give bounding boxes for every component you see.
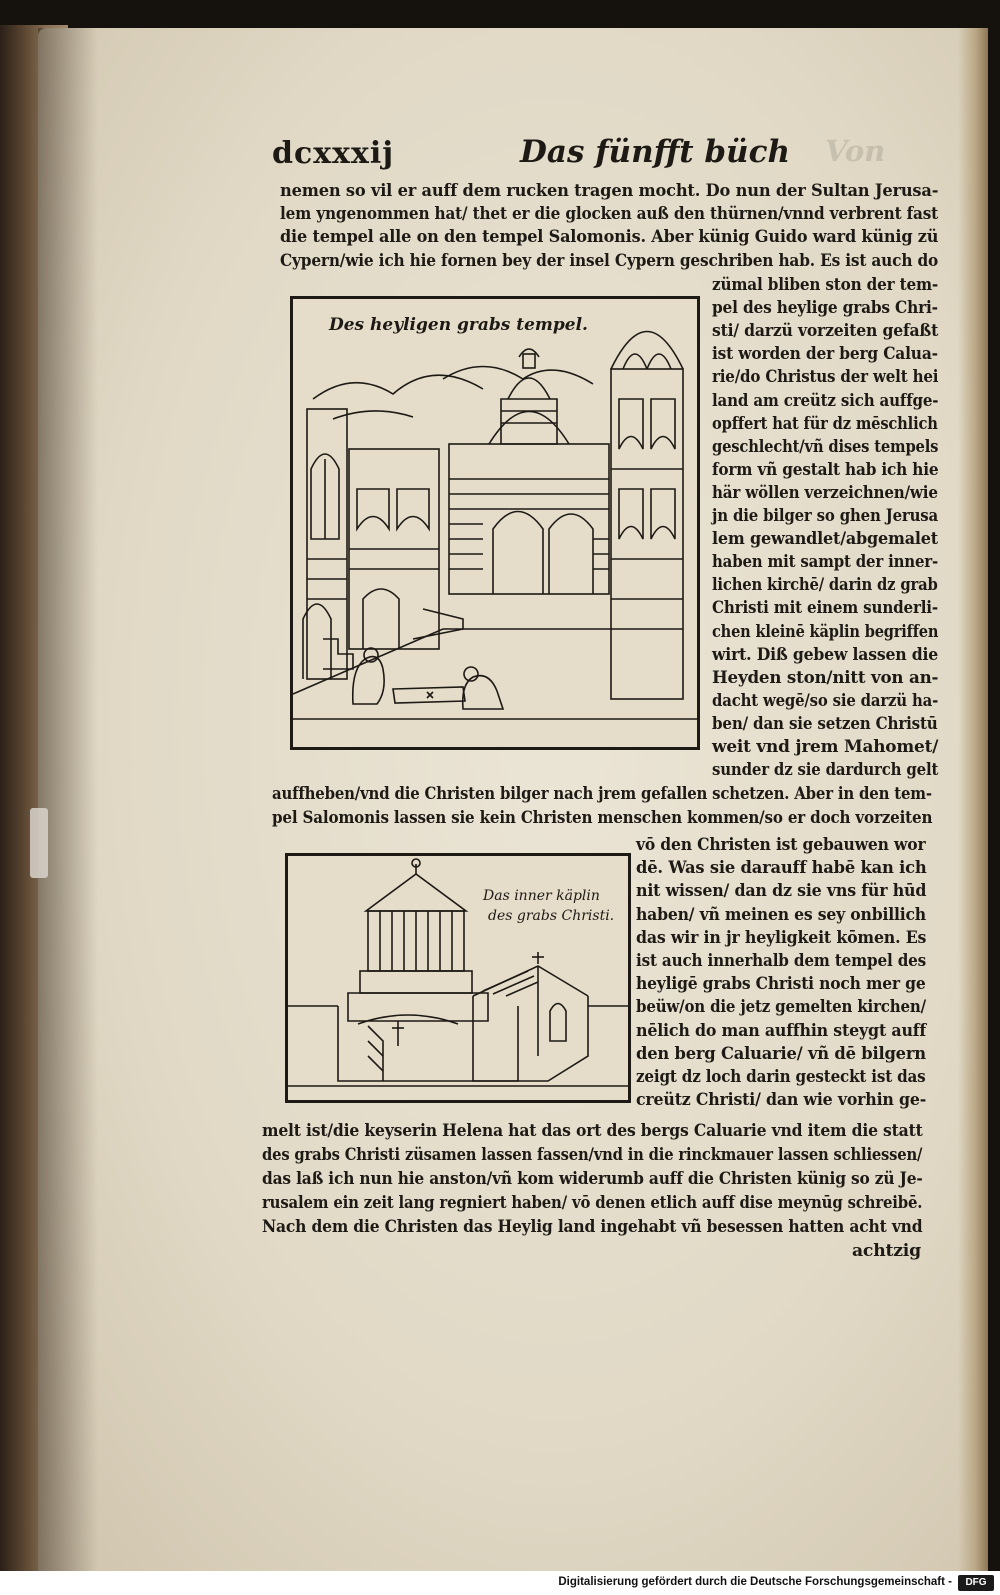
text-line: pel des heylige grabs Chri- (712, 298, 938, 319)
woodcut-holy-sepulchre (290, 296, 700, 750)
text-line: beüw/on die jetz gemelten kirchen/ (636, 997, 926, 1018)
text-line: den berg Caluarie/ vñ dē bilgern (636, 1043, 926, 1064)
text-line: Cypern/wie ich hie fornen bey der insel Cypern geschriben hab. Es ist auch do (280, 250, 939, 271)
text-line: jn die bilger so ghen Jerusa (712, 506, 939, 526)
text-line: dacht wegē/so sie darzü ha- (712, 690, 939, 711)
text-line: die tempel alle on den tempel Salomonis. Aber künig Guido ward künig zü (280, 227, 939, 248)
text-line: creütz Christi/ dan wie vorhin ge- (636, 1090, 927, 1111)
text-line: zümal bliben ston der tem- (712, 275, 939, 295)
text-line: haben mit sampt der inner- (712, 552, 939, 573)
text-line: dē. Was sie darauff habē kan ich (636, 858, 927, 879)
text-line: weit vnd jrem Mahomet/ (712, 737, 939, 757)
page-clip (30, 808, 48, 878)
text-line: nēlich do man auffhin steygt auff (636, 1020, 927, 1041)
text-line: nemen so vil er auff dem rucken tragen mocht. Do nun der Sultan Jerusa- (280, 181, 939, 201)
running-head: Das fünfft büch (520, 134, 791, 170)
text-line: sunder dz sie dardurch gelt (712, 760, 939, 781)
footer-bar (0, 1573, 1000, 1595)
text-line: sti/ darzü vorzeiten gefaßt (712, 321, 939, 342)
text-line: nit wissen/ dan dz sie vns für hūd (636, 881, 927, 902)
woodcut-2-caption-line-1: Das inner käplin (483, 888, 600, 904)
text-line: lem yngenommen hat/ thet er die glocken auß den thürnen/vnnd verbrent fast (280, 204, 939, 225)
text-line: lem gewandlet/abgemalet (712, 529, 938, 550)
folio-number: dcxxxij (272, 136, 395, 171)
text-line: rie/do Christus der welt hei (712, 367, 939, 388)
catchword: achtzig (852, 1241, 921, 1261)
text-line: Christi mit einem sunderli- (712, 598, 938, 619)
text-line: Heyden ston/nitt von an- (712, 667, 939, 688)
text-line: wirt. Diß gebew lassen die (712, 644, 939, 665)
text-line: ben/ dan sie setzen Christū (712, 713, 938, 734)
text-line: heyligē grabs Christi noch mer ge (636, 974, 926, 995)
text-line: pel Salomonis lassen sie kein Christen menschen kommen/so er doch vorzeiten (272, 808, 933, 828)
text-line: vō den Christen ist gebauwen wor (636, 835, 926, 855)
text-line: land am creütz sich auffge- (712, 390, 939, 411)
text-line: auffheben/vnd die Christen bilger nach jrem gefallen schetzen. Aber in den tem- (272, 784, 932, 804)
text-line: melt ist/die keyserin Helena hat das ort des bergs Caluarie vnd item die statt (262, 1121, 923, 1141)
gutter-shadow (38, 28, 98, 1571)
text-line: form vñ gestalt hab ich hie (712, 459, 939, 480)
woodcut-2-caption-line-2: des grabs Christi. (488, 908, 615, 924)
funding-credit: Digitalisierung gefördert durch die Deutsche Forschungsgemeinschaft - (558, 1576, 952, 1588)
text-line: ist auch innerhalb dem tempel des (636, 951, 927, 971)
text-line: haben/ vñ meinen es sey onbillich (636, 904, 926, 925)
text-line: geschlecht/vñ dises tempels (712, 436, 939, 457)
dfg-logo: DFG (958, 1575, 994, 1591)
woodcut-inner-chapel (285, 853, 631, 1103)
text-line: ist worden der berg Calua- (712, 344, 938, 365)
text-line: des grabs Christi züsamen lassen fassen/vnd in die rinckmauer lassen schliessen/ (262, 1145, 923, 1165)
woodcut-holy-sepulchre-drawing (293, 299, 697, 747)
text-line: lichen kirchē/ darin dz grab (712, 575, 938, 596)
text-line: opffert hat für dz mēschlich (712, 413, 938, 434)
page-right-edge (958, 28, 988, 1571)
text-line: das laß ich nun hie anston/vñ kom widerumb auff die Christen künig so zü Je- (262, 1169, 923, 1189)
text-line: zeigt dz loch darin gesteckt ist das (636, 1067, 926, 1087)
text-line: das wir in jr heyligkeit kōmen. Es (636, 927, 927, 948)
text-line: Nach dem die Christen das Heylig land ingehabt vñ besessen hatten acht vnd (262, 1217, 923, 1237)
text-line: här wöllen verzeichnen/wie (712, 482, 938, 503)
woodcut-1-caption: Des heyligen grabs tempel. (329, 315, 588, 335)
text-line: chen kleinē käplin begriffen (712, 621, 939, 642)
bleed-through-text: Von (825, 134, 886, 168)
text-line: rusalem ein zeit lang regniert haben/ vō denen etlich auff dise meynūg schreibē. (262, 1193, 923, 1213)
